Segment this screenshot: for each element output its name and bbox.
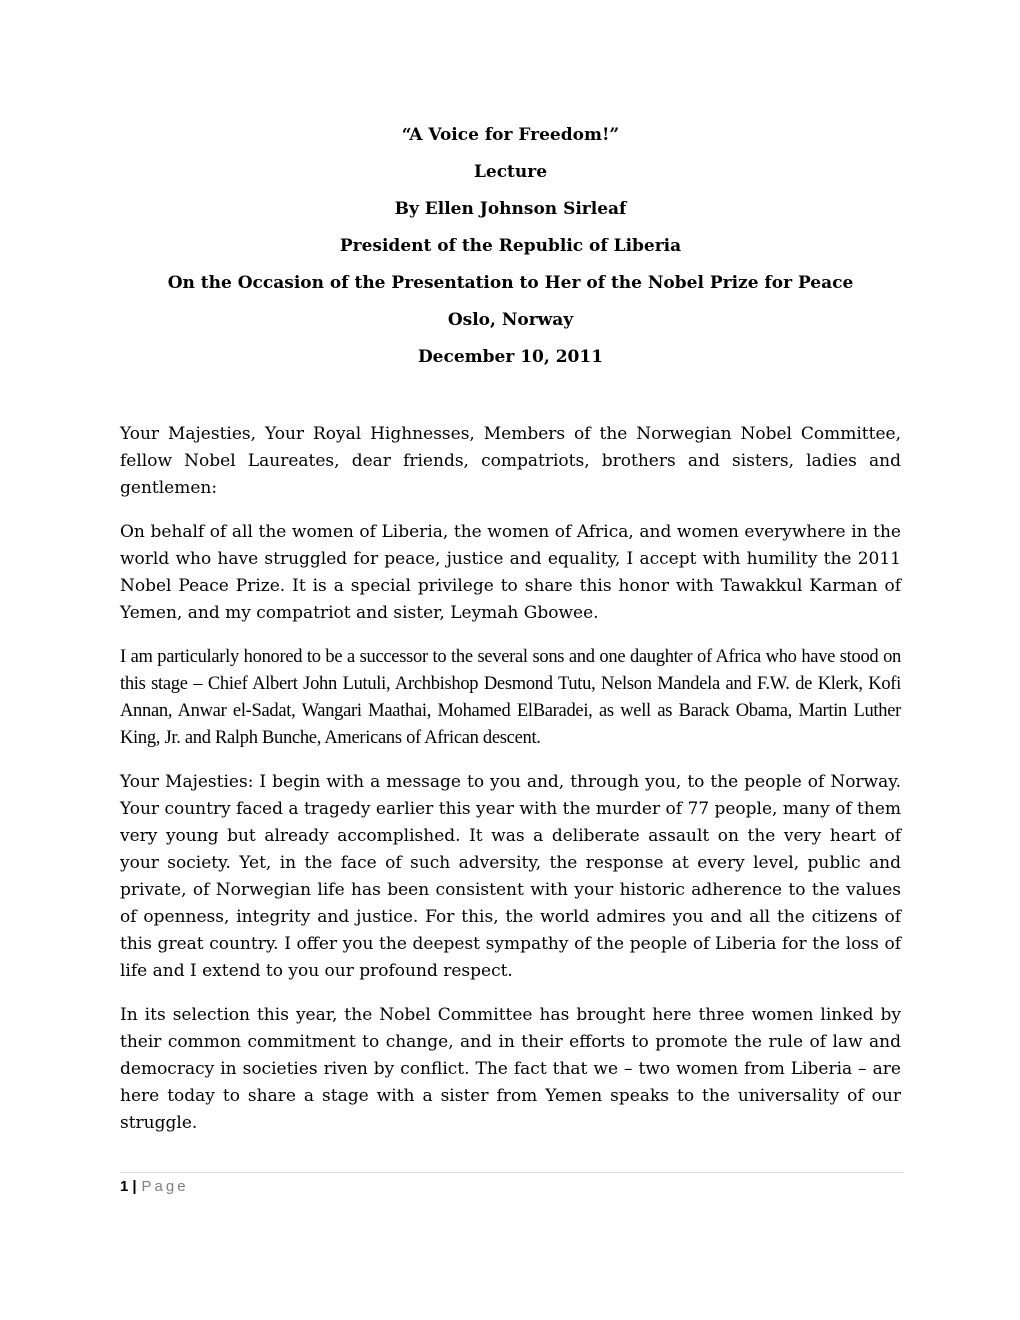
- paragraph-acceptance: On behalf of all the women of Liberia, the women of Africa, and women everywhere in the world who have struggled for peace, justice and equality, I accept with humility the 2011 Nobel Peace Prize. It is a special privilege to share this honor with Tawakkul Karman of Yemen, and my compatriot and sister, Leymah Gbowee.: [120, 522, 901, 623]
- lecture-label: Lecture: [473, 162, 548, 182]
- footer-divider: [120, 1172, 903, 1173]
- author-line: By Ellen Johnson Sirleaf: [394, 199, 627, 219]
- paragraph-norway: Your Majesties: I begin with a message to you and, through you, to the people of Norway. Your country faced a tragedy earlier this year with the murder of 77 people, many of them very young but already accomplished. It was a deliberate assault on the very heart of your society. Yet, in the face of such adversity, the response at every level, public and private, of Norwegian life has been consistent with your historic adherence to the values of openness, integrity and justice. For this, the world admires you and all the citizens of this great country. I offer you the deepest sympathy of the people of Liberia for the loss of life and I extend to you our profound respect.: [120, 772, 901, 981]
- date-line: December 10, 2011: [417, 347, 604, 367]
- paragraph-salutation: Your Majesties, Your Royal Highnesses, Members of the Norwegian Nobel Committee, fellow Nobel Laureates, dear friends, compatriots, brothers and sisters, ladies and gentlemen:: [120, 424, 901, 498]
- page-label: Page: [141, 1178, 189, 1195]
- location-line: Oslo, Norway: [447, 310, 574, 330]
- author-title: President of the Republic of Liberia: [339, 236, 682, 256]
- footer-separator: |: [132, 1178, 137, 1195]
- paragraph-predecessors: I am particularly honored to be a successor to the several sons and one daughter of Africa who have stood on this stage – Chief Albert John Lutuli, Archbishop Desmond Tutu, Nelson Mandela and F.W. de Klerk, Kofi Annan, Anwar el-Sadat, Wangari Maathai, Mohamed ElBaradei, as well as Barack Obama, Martin Luther King, Jr. and Ralph Bunche, Americans of African descent.: [120, 647, 901, 748]
- page-footer: [120, 1176, 189, 1198]
- lecture-title-block: [120, 120, 901, 379]
- page-number: 1: [120, 1178, 129, 1195]
- paragraph-selection: In its selection this year, the Nobel Committee has brought here three women linked by their common commitment to change, and in their efforts to promote the rule of law and democracy in societies riven by conflict. The fact that we – two women from Liberia – are here today to share a stage with a sister from Yemen speaks to the universality of our struggle.: [120, 1005, 901, 1133]
- occasion-line: On the Occasion of the Presentation to Her of the Nobel Prize for Peace: [167, 273, 854, 293]
- lecture-title: “A Voice for Freedom!”: [401, 125, 620, 145]
- lecture-body: [120, 421, 901, 1154]
